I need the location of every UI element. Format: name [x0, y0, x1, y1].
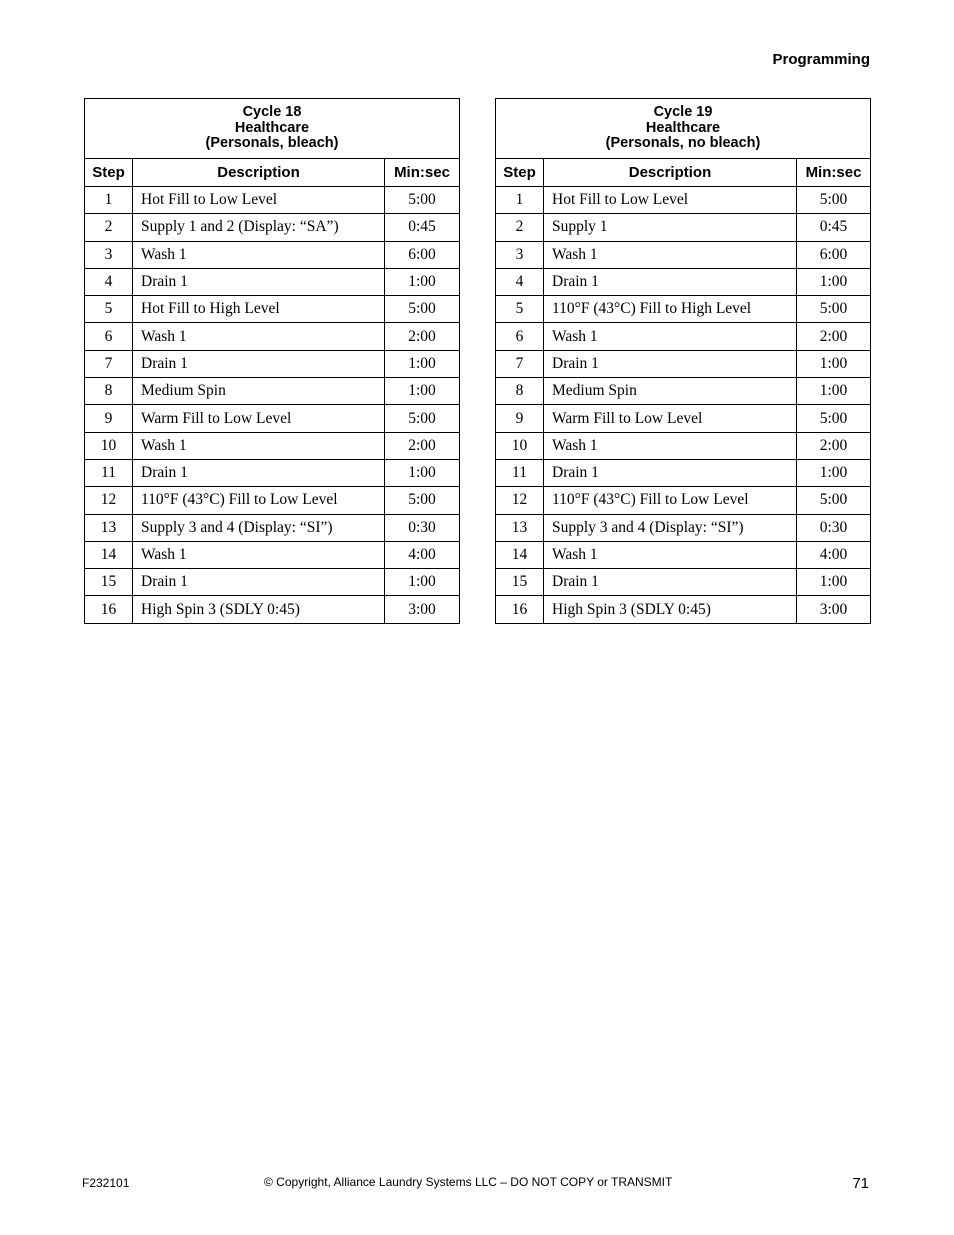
time-cell: 2:00	[797, 323, 871, 350]
document-code: F232101	[82, 1176, 130, 1190]
time-cell: 5:00	[385, 487, 460, 514]
description-cell: Wash 1	[133, 323, 385, 350]
time-cell: 5:00	[797, 296, 871, 323]
time-cell: 5:00	[385, 187, 460, 214]
description-cell: Wash 1	[133, 241, 385, 268]
cycle-title-line: Cycle 19	[653, 104, 713, 121]
description-cell: Hot Fill to Low Level	[544, 187, 797, 214]
step-cell: 2	[85, 214, 133, 241]
table-row	[85, 323, 460, 350]
step-cell: 9	[85, 405, 133, 432]
table-row	[496, 187, 871, 214]
step-cell: 12	[85, 487, 133, 514]
table-row	[85, 296, 460, 323]
table-row	[85, 569, 460, 596]
cycle-title-line: Healthcare	[645, 119, 721, 136]
time-cell: 5:00	[385, 405, 460, 432]
table-row	[496, 405, 871, 432]
description-cell: Wash 1	[544, 541, 797, 568]
table-row	[496, 459, 871, 486]
description-cell: Drain 1	[544, 350, 797, 377]
step-cell: 11	[85, 459, 133, 486]
step-cell: 7	[496, 350, 544, 377]
step-cell: 1	[496, 187, 544, 214]
step-cell: 3	[496, 241, 544, 268]
cycle-18-title	[85, 99, 460, 159]
description-cell: Warm Fill to Low Level	[133, 405, 385, 432]
description-cell: Drain 1	[133, 459, 385, 486]
time-cell: 6:00	[797, 241, 871, 268]
time-cell: 6:00	[385, 241, 460, 268]
table-row	[496, 596, 871, 623]
step-cell: 5	[85, 296, 133, 323]
cycle-title-line: Healthcare	[234, 119, 310, 136]
table-row	[85, 214, 460, 241]
step-cell: 8	[496, 378, 544, 405]
table-row	[85, 432, 460, 459]
table-row	[496, 350, 871, 377]
table-row	[496, 541, 871, 568]
table-row	[496, 514, 871, 541]
description-cell: Drain 1	[133, 350, 385, 377]
step-cell: 16	[85, 596, 133, 623]
table-row	[85, 596, 460, 623]
table-row	[85, 459, 460, 486]
cycle-title-line: (Personals, no bleach)	[605, 135, 761, 152]
table-row	[85, 487, 460, 514]
time-cell: 1:00	[797, 569, 871, 596]
time-cell: 5:00	[797, 405, 871, 432]
description-cell: Wash 1	[544, 323, 797, 350]
description-cell: High Spin 3 (SDLY 0:45)	[133, 596, 385, 623]
time-column-header: Min:sec	[797, 159, 871, 187]
time-cell: 4:00	[385, 541, 460, 568]
time-cell: 0:45	[797, 214, 871, 241]
description-cell: High Spin 3 (SDLY 0:45)	[544, 596, 797, 623]
step-cell: 8	[85, 378, 133, 405]
step-cell: 15	[85, 569, 133, 596]
section-header: Programming	[772, 51, 870, 68]
time-cell: 1:00	[385, 378, 460, 405]
step-cell: 14	[85, 541, 133, 568]
copyright-notice: © Copyright, Alliance Laundry Systems LLC – DO NOT COPY or TRANSMIT	[264, 1175, 673, 1189]
step-cell: 6	[496, 323, 544, 350]
table-row	[496, 214, 871, 241]
cycle-19-title	[496, 99, 871, 159]
description-column-header: Description	[133, 159, 385, 187]
time-cell: 2:00	[385, 323, 460, 350]
table-row	[85, 187, 460, 214]
description-cell: Supply 3 and 4 (Display: “SI”)	[544, 514, 797, 541]
step-cell: 9	[496, 405, 544, 432]
table-row	[85, 405, 460, 432]
time-cell: 5:00	[385, 296, 460, 323]
cycle-title-line: Cycle 18	[242, 104, 302, 121]
description-cell: Hot Fill to Low Level	[133, 187, 385, 214]
step-cell: 4	[85, 268, 133, 295]
step-cell: 2	[496, 214, 544, 241]
description-cell: Hot Fill to High Level	[133, 296, 385, 323]
description-cell: Drain 1	[544, 459, 797, 486]
description-cell: Supply 1	[544, 214, 797, 241]
description-cell: Supply 3 and 4 (Display: “SI”)	[133, 514, 385, 541]
step-cell: 12	[496, 487, 544, 514]
time-cell: 1:00	[385, 350, 460, 377]
table-row	[496, 569, 871, 596]
description-cell: Drain 1	[544, 569, 797, 596]
time-cell: 2:00	[385, 432, 460, 459]
description-cell: Medium Spin	[133, 378, 385, 405]
time-cell: 1:00	[797, 459, 871, 486]
time-cell: 3:00	[797, 596, 871, 623]
table-row	[496, 378, 871, 405]
table-row	[496, 268, 871, 295]
step-cell: 7	[85, 350, 133, 377]
description-cell: Wash 1	[544, 241, 797, 268]
step-cell: 4	[496, 268, 544, 295]
step-cell: 1	[85, 187, 133, 214]
table-row	[496, 241, 871, 268]
description-column-header: Description	[544, 159, 797, 187]
cycle-19-table	[495, 98, 871, 624]
description-cell: 110°F (43°C) Fill to Low Level	[544, 487, 797, 514]
time-cell: 1:00	[385, 268, 460, 295]
table-row	[496, 296, 871, 323]
time-cell: 0:30	[385, 514, 460, 541]
table-row	[85, 241, 460, 268]
table-row	[85, 378, 460, 405]
step-cell: 6	[85, 323, 133, 350]
time-cell: 2:00	[797, 432, 871, 459]
time-cell: 1:00	[797, 268, 871, 295]
table-row	[496, 432, 871, 459]
time-cell: 1:00	[797, 350, 871, 377]
table-row	[85, 541, 460, 568]
table-row	[85, 350, 460, 377]
step-cell: 5	[496, 296, 544, 323]
description-cell: 110°F (43°C) Fill to Low Level	[133, 487, 385, 514]
time-cell: 0:45	[385, 214, 460, 241]
description-cell: Drain 1	[133, 569, 385, 596]
description-cell: Drain 1	[133, 268, 385, 295]
description-cell: Wash 1	[133, 432, 385, 459]
time-cell: 1:00	[797, 378, 871, 405]
step-cell: 10	[85, 432, 133, 459]
table-row	[496, 487, 871, 514]
step-cell: 14	[496, 541, 544, 568]
step-cell: 11	[496, 459, 544, 486]
description-cell: 110°F (43°C) Fill to High Level	[544, 296, 797, 323]
cycle-title-line: (Personals, bleach)	[205, 135, 339, 152]
time-cell: 3:00	[385, 596, 460, 623]
step-cell: 15	[496, 569, 544, 596]
time-cell: 1:00	[385, 459, 460, 486]
time-cell: 4:00	[797, 541, 871, 568]
cycle-18-table	[84, 98, 460, 624]
time-cell: 1:00	[385, 569, 460, 596]
time-cell: 5:00	[797, 487, 871, 514]
step-column-header: Step	[85, 159, 133, 187]
step-cell: 10	[496, 432, 544, 459]
table-row	[85, 514, 460, 541]
step-cell: 16	[496, 596, 544, 623]
table-row	[496, 323, 871, 350]
description-cell: Drain 1	[544, 268, 797, 295]
description-cell: Medium Spin	[544, 378, 797, 405]
description-cell: Wash 1	[133, 541, 385, 568]
description-cell: Warm Fill to Low Level	[544, 405, 797, 432]
step-column-header: Step	[496, 159, 544, 187]
step-cell: 13	[85, 514, 133, 541]
description-cell: Wash 1	[544, 432, 797, 459]
step-cell: 13	[496, 514, 544, 541]
time-column-header: Min:sec	[385, 159, 460, 187]
description-cell: Supply 1 and 2 (Display: “SA”)	[133, 214, 385, 241]
time-cell: 0:30	[797, 514, 871, 541]
step-cell: 3	[85, 241, 133, 268]
table-row	[85, 268, 460, 295]
time-cell: 5:00	[797, 187, 871, 214]
page-number: 71	[852, 1175, 869, 1192]
